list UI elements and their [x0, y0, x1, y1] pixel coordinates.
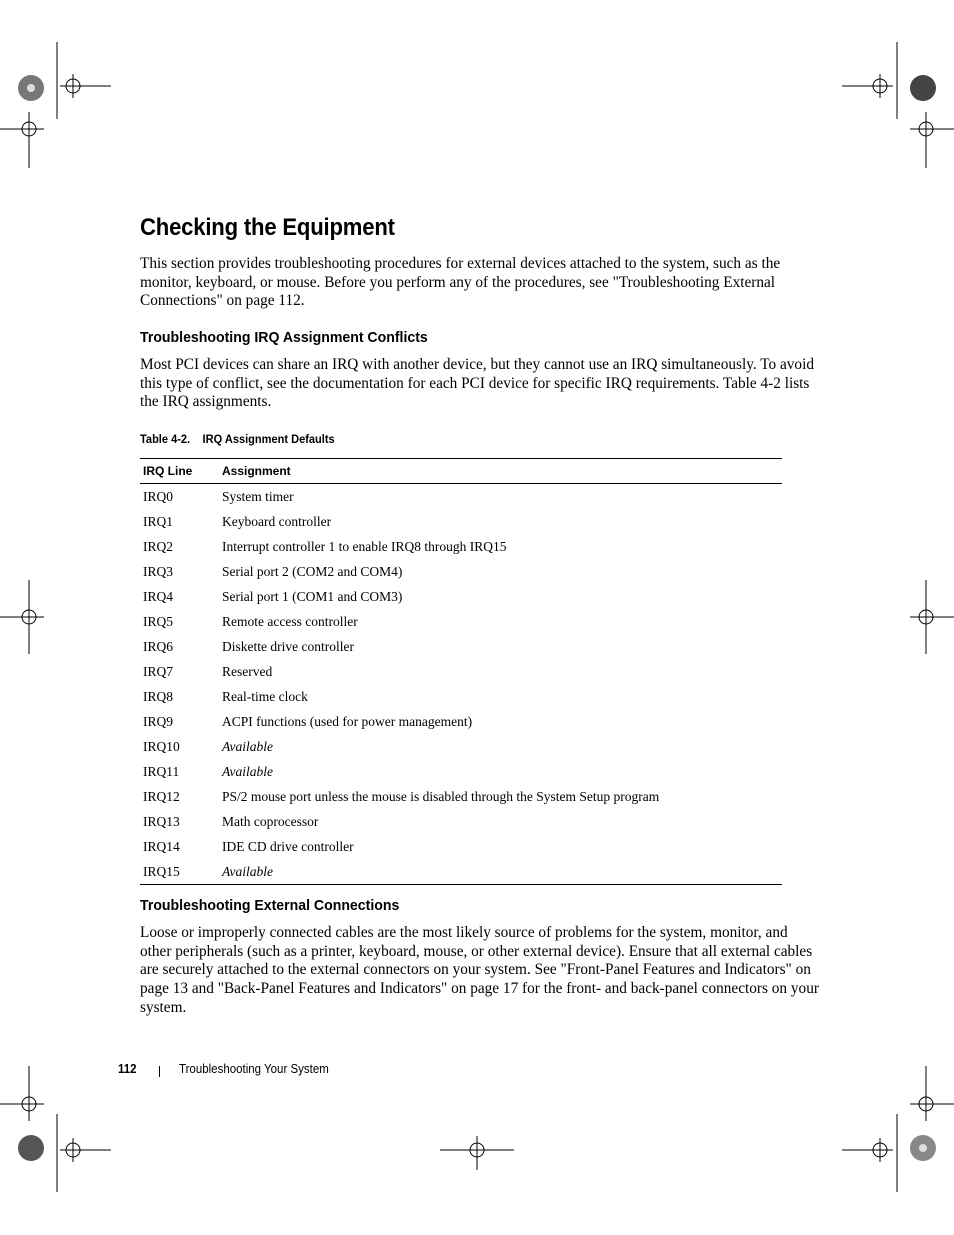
assignment-cell: Available — [222, 738, 273, 754]
section-heading-external: Troubleshooting External Connections — [140, 897, 400, 914]
external-paragraph: Loose or improperly connected cables are the most likely source of problems for the system, monitor, and other peripherals (such as a printer, keyboard, mouse, or other external device). Ensure that all external cables are securely attached to the external connectors on your system. See "Front-Panel Features and Indicators" on page 13 and "Back-Panel Features and Indicators" on page 17 for the front- and back-panel connectors on your system. — [140, 924, 819, 1016]
irq-line-cell: IRQ15 — [140, 859, 219, 885]
assignment-cell: IDE CD drive controller — [222, 838, 354, 854]
irq-line-cell: IRQ11 — [143, 763, 180, 779]
assignment-cell: Available — [219, 859, 782, 885]
assignment-cell: Keyboard controller — [222, 513, 332, 529]
intro-paragraph: This section provides troubleshooting procedures for external devices attached to the system, such as the monitor, keyboard, or mouse. Before you perform any of the procedures, see "Troubleshooting External Connections" on page 112. — [140, 255, 781, 310]
irq-line-cell: IRQ4 — [143, 588, 173, 604]
table-row — [140, 859, 782, 885]
table-row — [140, 759, 782, 784]
irq-line-cell: IRQ13 — [143, 813, 180, 829]
irq-line-cell: IRQ3 — [143, 563, 173, 579]
page-title: Checking the Equipment — [140, 214, 395, 241]
assignment-cell: Math coprocessor — [222, 813, 319, 829]
irq-line-cell: IRQ7 — [143, 663, 173, 679]
irq-line-cell: IRQ5 — [143, 613, 173, 629]
table-row — [140, 584, 782, 609]
table-row — [140, 709, 782, 734]
irq-line-cell: IRQ8 — [143, 688, 173, 704]
irq-line-cell: IRQ2 — [143, 538, 173, 554]
table-row — [140, 534, 782, 559]
table-header-row — [140, 459, 782, 484]
assignment-cell: Interrupt controller 1 to enable IRQ8 through IRQ15 — [222, 538, 507, 554]
irq-table — [140, 458, 782, 885]
table-row — [140, 509, 782, 534]
table-caption — [140, 432, 335, 446]
assignment-cell: Reserved — [222, 663, 273, 679]
assignment-cell: System timer — [222, 488, 294, 504]
chapter-title: Troubleshooting Your System — [179, 1062, 329, 1076]
table-row — [140, 634, 782, 659]
footer-divider — [159, 1066, 160, 1077]
assignment-cell: Available — [222, 763, 273, 779]
section-heading-irq: Troubleshooting IRQ Assignment Conflicts — [140, 329, 428, 346]
column-header-assignment: Assignment — [219, 459, 782, 484]
table-caption-title: IRQ Assignment Defaults — [202, 432, 335, 446]
irq-line-cell: IRQ0 — [143, 488, 173, 504]
table-row — [140, 559, 782, 584]
assignment-cell: Diskette drive controller — [222, 638, 354, 654]
irq-line-cell: IRQ1 — [143, 513, 173, 529]
table-row — [140, 484, 782, 510]
page-number: 112 — [118, 1062, 137, 1076]
assignment-cell: Real-time clock — [222, 688, 308, 704]
table-caption-label: Table 4-2. — [140, 432, 191, 446]
table-row — [140, 834, 782, 859]
table-row — [140, 734, 782, 759]
assignment-cell: PS/2 mouse port unless the mouse is disabled through the System Setup program — [222, 788, 660, 804]
column-header-irq-line: IRQ Line — [140, 459, 219, 484]
irq-line-cell: IRQ6 — [143, 638, 173, 654]
table-row — [140, 684, 782, 709]
table-row — [140, 784, 782, 809]
assignment-cell: Serial port 1 (COM1 and COM3) — [222, 588, 403, 604]
irq-line-cell: IRQ10 — [143, 738, 180, 754]
irq-line-cell: IRQ9 — [143, 713, 173, 729]
table-row — [140, 809, 782, 834]
assignment-cell: Remote access controller — [222, 613, 358, 629]
irq-line-cell: IRQ14 — [143, 838, 180, 854]
assignment-cell: Serial port 2 (COM2 and COM4) — [222, 563, 403, 579]
irq-paragraph: Most PCI devices can share an IRQ with another device, but they cannot use an IRQ simultaneously. To avoid this type of conflict, see the documentation for each PCI device for specific IRQ requirements. Table 4-2 lists the IRQ assignments. — [140, 356, 814, 411]
irq-line-cell: IRQ12 — [143, 788, 180, 804]
assignment-cell: ACPI functions (used for power management) — [222, 713, 473, 729]
table-row — [140, 609, 782, 634]
table-row — [140, 659, 782, 684]
